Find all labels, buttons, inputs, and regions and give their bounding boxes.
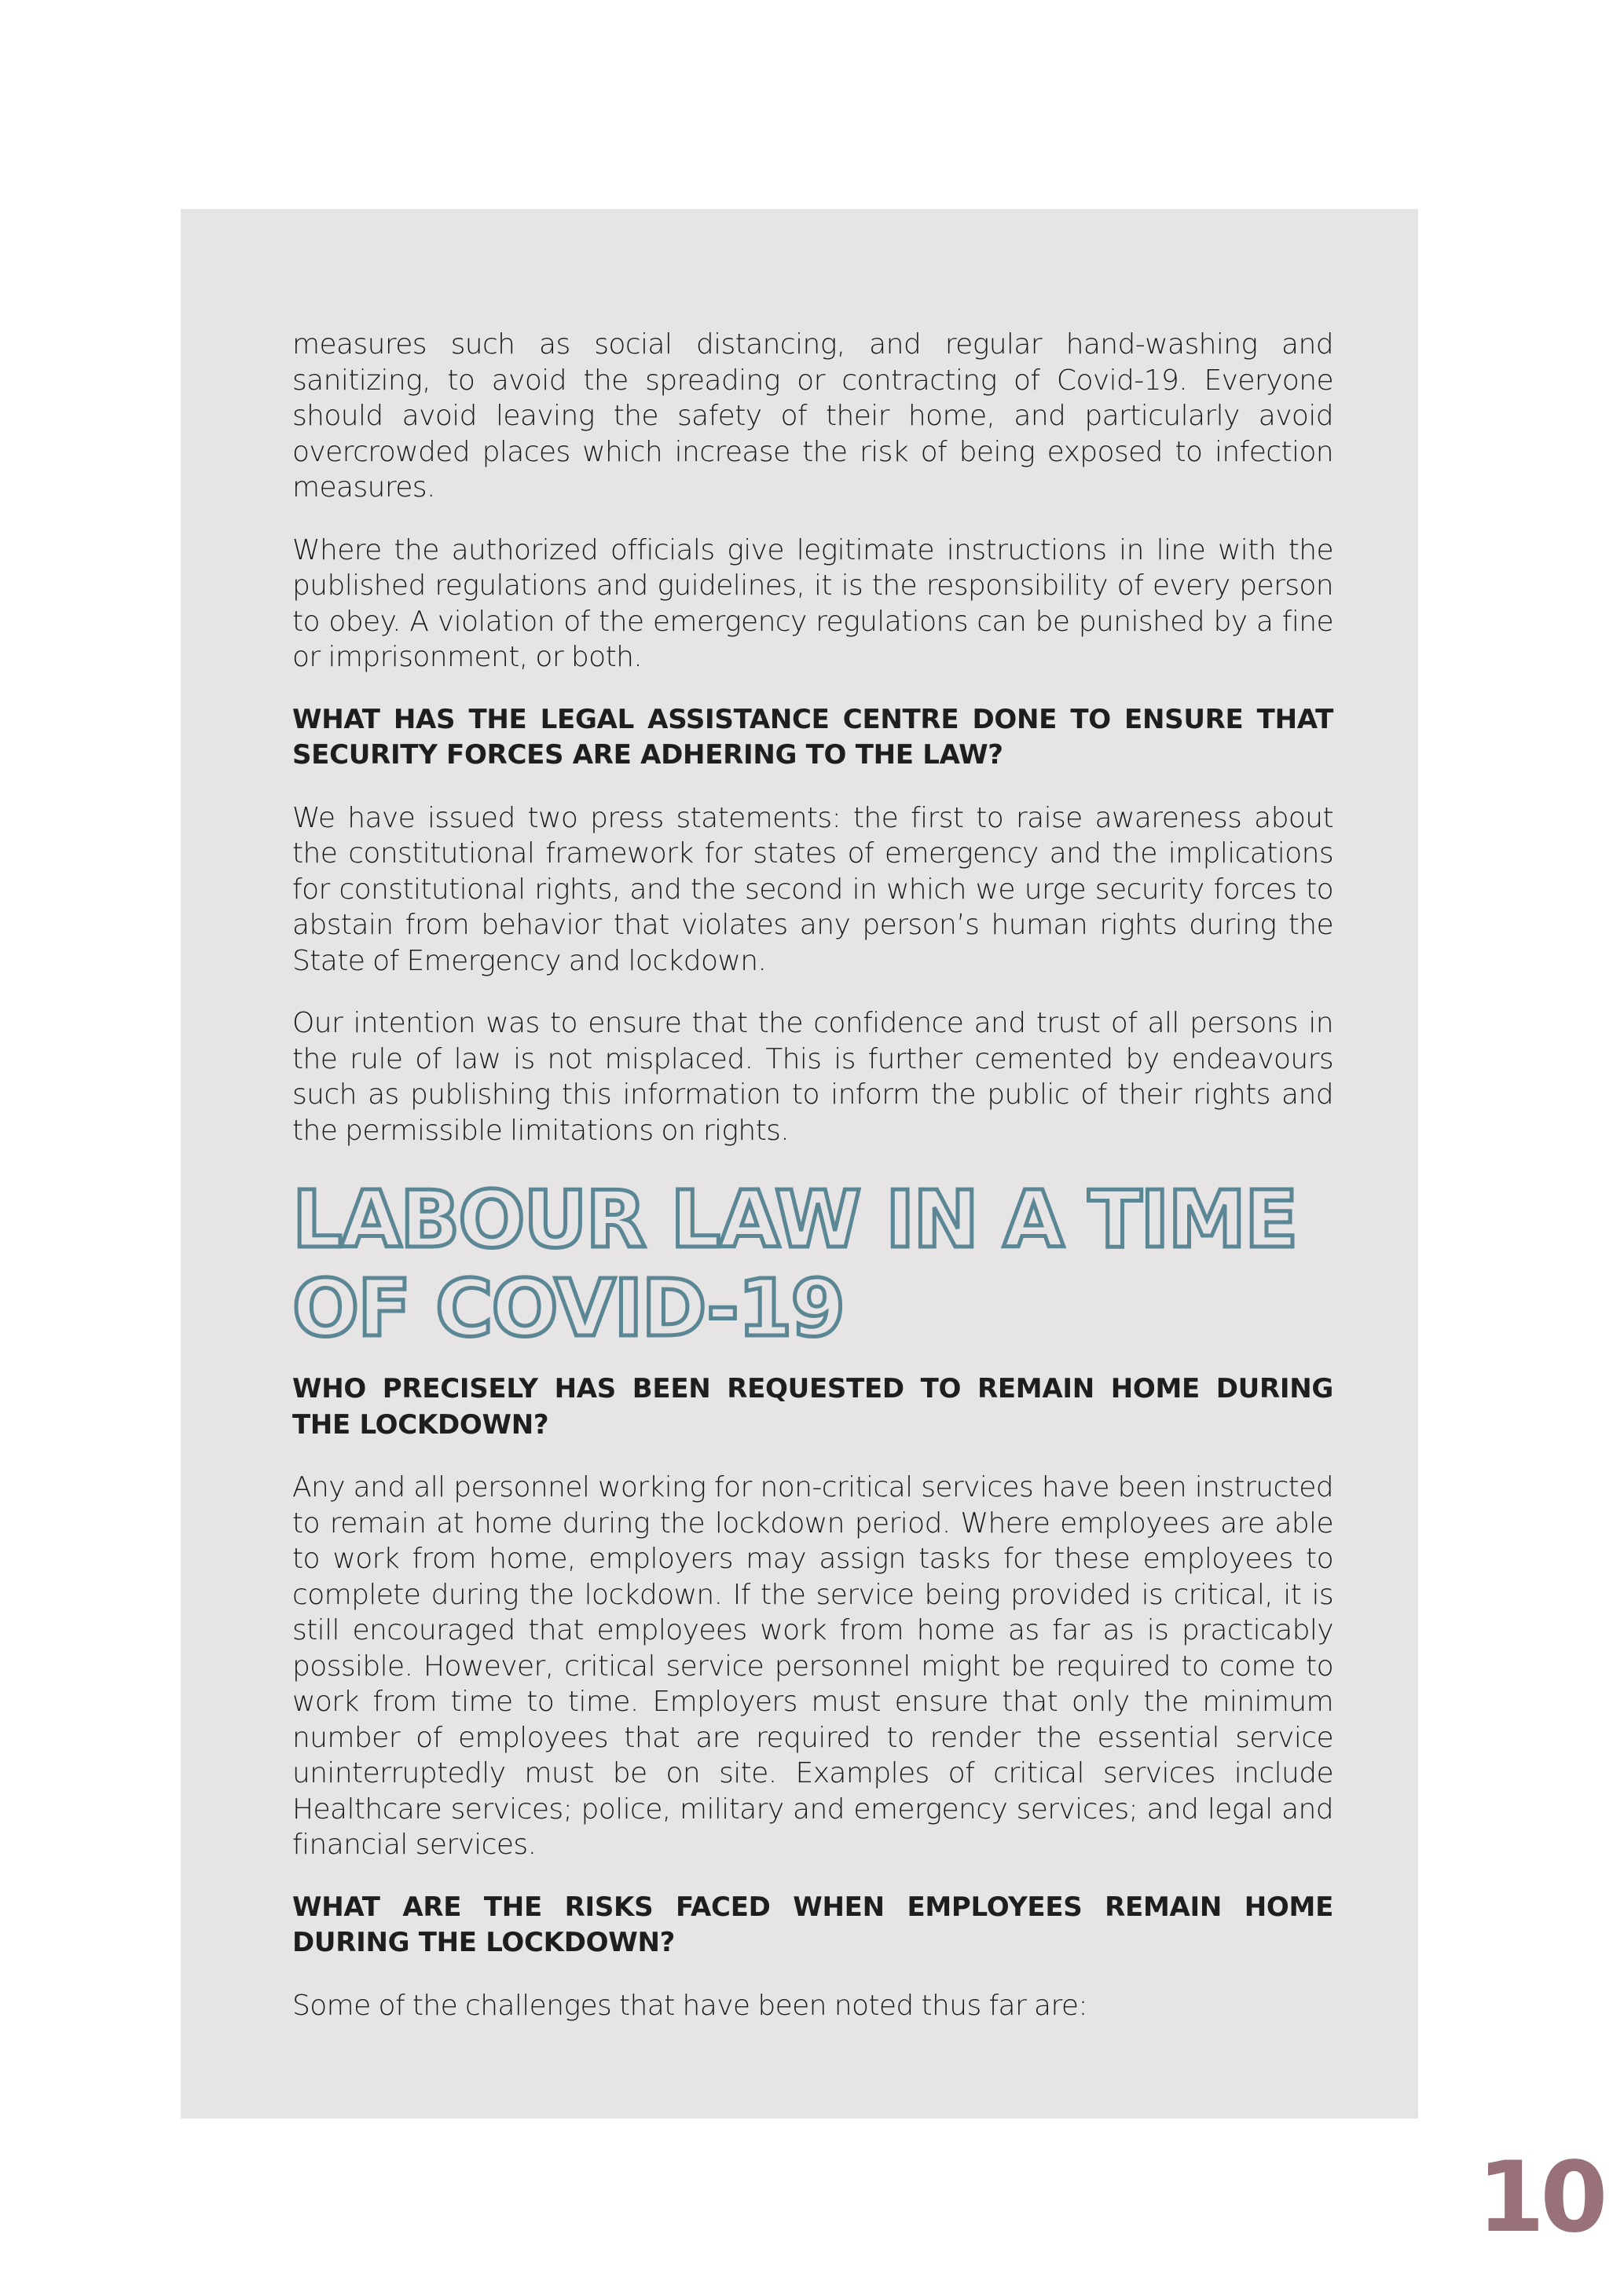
paragraph-challenges-intro: Some of the challenges that have been noted thus far are: xyxy=(292,1989,1087,2022)
page-content xyxy=(292,327,1333,2050)
paragraph-press-statements: We have issued two press statements: the first to raise awareness about the constitutional framework for states of emergency and the implications for constitutional rights, and the second in which we urge security forces to abstain from behavior that violates any person’s human rights during the State of Emergency and lockdown. xyxy=(292,801,1333,977)
question-heading-lac-actions: WHAT HAS THE LEGAL ASSISTANCE CENTRE DONE TO ENSURE THAT SECURITY FORCES ARE ADHERING TO THE LAW? xyxy=(292,703,1333,771)
page-number: 10 xyxy=(1477,2141,1604,2254)
paragraph-obey-officials: Where the authorized officials give legitimate instructions in line with the published regulations and guidelines, it is the responsibility of every person to obey. A violation of the emergency regulations can be punished by a fine or imprisonment, or both. xyxy=(292,533,1333,673)
paragraph-distancing-measures: measures such as social distancing, and regular hand-washing and sanitizing, to avoid the spreading or contracting of Covid-19. Everyone should avoid leaving the safety of their home, and particularly avoid overcrowded places which increase the risk of being exposed to infection measures. xyxy=(292,328,1333,504)
paragraph-non-critical-personnel: Any and all personnel working for non-critical services have been instructed to remain at home during the lockdown period. Where employees are able to work from home, employers may assign tasks for these employees to complete during the lockdown. If the service being provided is critical, it is still encouraged that employees work from home as far as is practicably possible. However, critical service personnel might be required to come to work from time to time. Employers must ensure that only the minimum number of employees that are required to render the essential service uninterruptedly must be on site. Examples of critical services include Healthcare services; police, military and emergency services; and legal and financial services. xyxy=(292,1471,1333,1861)
section-title-line-1: LABOUR LAW IN A TIME xyxy=(292,1174,1297,1265)
question-heading-who-remains-home: WHO PRECISELY HAS BEEN REQUESTED TO REMAIN HOME DURING THE LOCKDOWN? xyxy=(292,1373,1333,1441)
section-title-line-2: OF COVID-19 xyxy=(292,1262,844,1354)
paragraph-intention: Our intention was to ensure that the confidence and trust of all persons in the rule of law is not misplaced. This is further cemented by endeavours such as publishing this information to inform the public of their rights and the permissible limitations on rights. xyxy=(292,1007,1333,1147)
question-heading-risks: WHAT ARE THE RISKS FACED WHEN EMPLOYEES REMAIN HOME DURING THE LOCKDOWN? xyxy=(292,1891,1333,1958)
section-title xyxy=(292,1175,1333,1353)
